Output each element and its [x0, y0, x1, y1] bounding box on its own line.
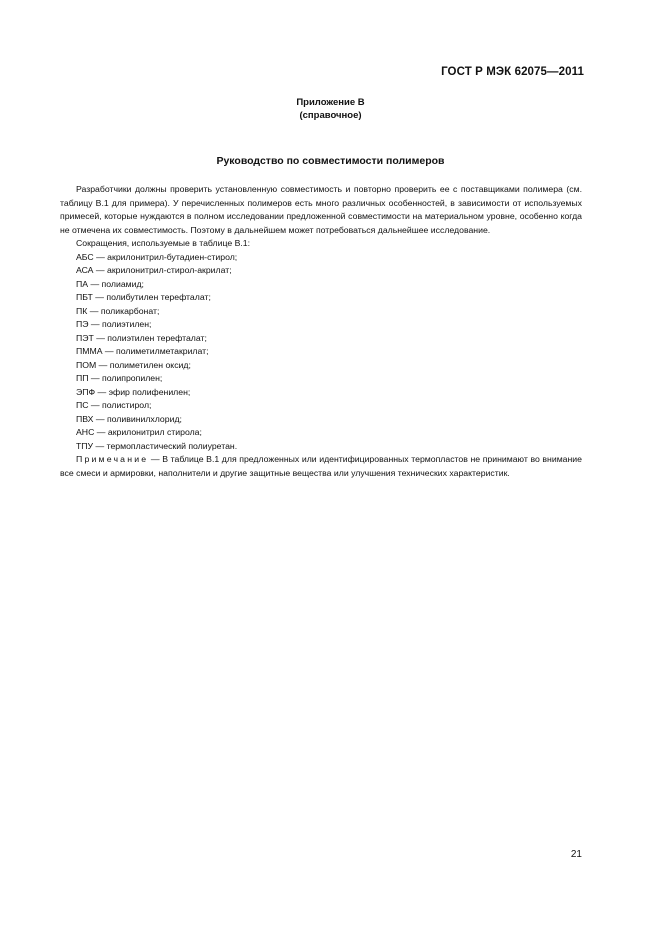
section-heading: Руководство по совместимости полимеров: [216, 155, 445, 167]
list-item: ПММА — полиметилметакрилат;: [76, 346, 209, 356]
list-item: АНС — акрилонитрил стирола;: [76, 427, 202, 437]
list-item: ПК — поликарбонат;: [76, 305, 160, 316]
list-item: ПЭ — полиэтилен;: [76, 319, 152, 329]
list-item: АСА — акрилонитрил-стирол-акрилат;: [76, 265, 232, 275]
note-text: — В таблице В.1 для предложенных или идентифицированных термопластов не принимают во внимание все смеси и армировки, наполнители и другие защитные вещества или улучшения технических характеристик.: [60, 454, 582, 478]
list-item: ЭПФ — эфир полифенилен;: [76, 386, 191, 397]
list-item: ТПУ — термопластический полиуретан.: [76, 440, 238, 451]
document-code: ГОСТ Р МЭК 62075—2011: [441, 66, 584, 78]
list-item: АБС — акрилонитрил-бутадиен-стирол;: [76, 251, 238, 262]
note-paragraph: [60, 453, 582, 480]
list-item: ПБТ — полибутилен терефталат;: [76, 292, 211, 302]
list-item: ПС — полистирол;: [76, 400, 152, 410]
appendix-title-block: [0, 96, 661, 122]
body-text: [60, 183, 582, 480]
list-item: ПА — полиамид;: [76, 278, 144, 289]
list-item: ПВХ — поливинилхлорид;: [76, 413, 182, 424]
page-number: 21: [570, 849, 582, 860]
list-item: ПЭТ — полиэтилен терефталат;: [76, 332, 207, 343]
appendix-title: Приложение В: [296, 97, 365, 108]
abbreviations-list: [60, 251, 582, 454]
list-item: ПОМ — полиметилен оксид;: [76, 359, 191, 370]
note-label: Примечание: [76, 454, 149, 464]
abbreviations-intro: Сокращения, используемые в таблице В.1:: [76, 238, 251, 248]
appendix-subtitle: (справочное): [299, 110, 362, 121]
intro-paragraph: Разработчики должны проверить установленную совместимость и повторно проверить ее с поставщиками полимера (см. таблицу В.1 для примера). У перечисленных полимеров есть много различных особенностей, в зависимости от используемых примесей, которые нуждаются в полном исследовании предложенной совместимости на материальном уровне, особенно когда не отмечена их совместимость. Поэтому в дальнейшем может потребоваться дальнейшее исследование.: [60, 184, 582, 235]
list-item: ПП — полипропилен;: [76, 373, 163, 383]
